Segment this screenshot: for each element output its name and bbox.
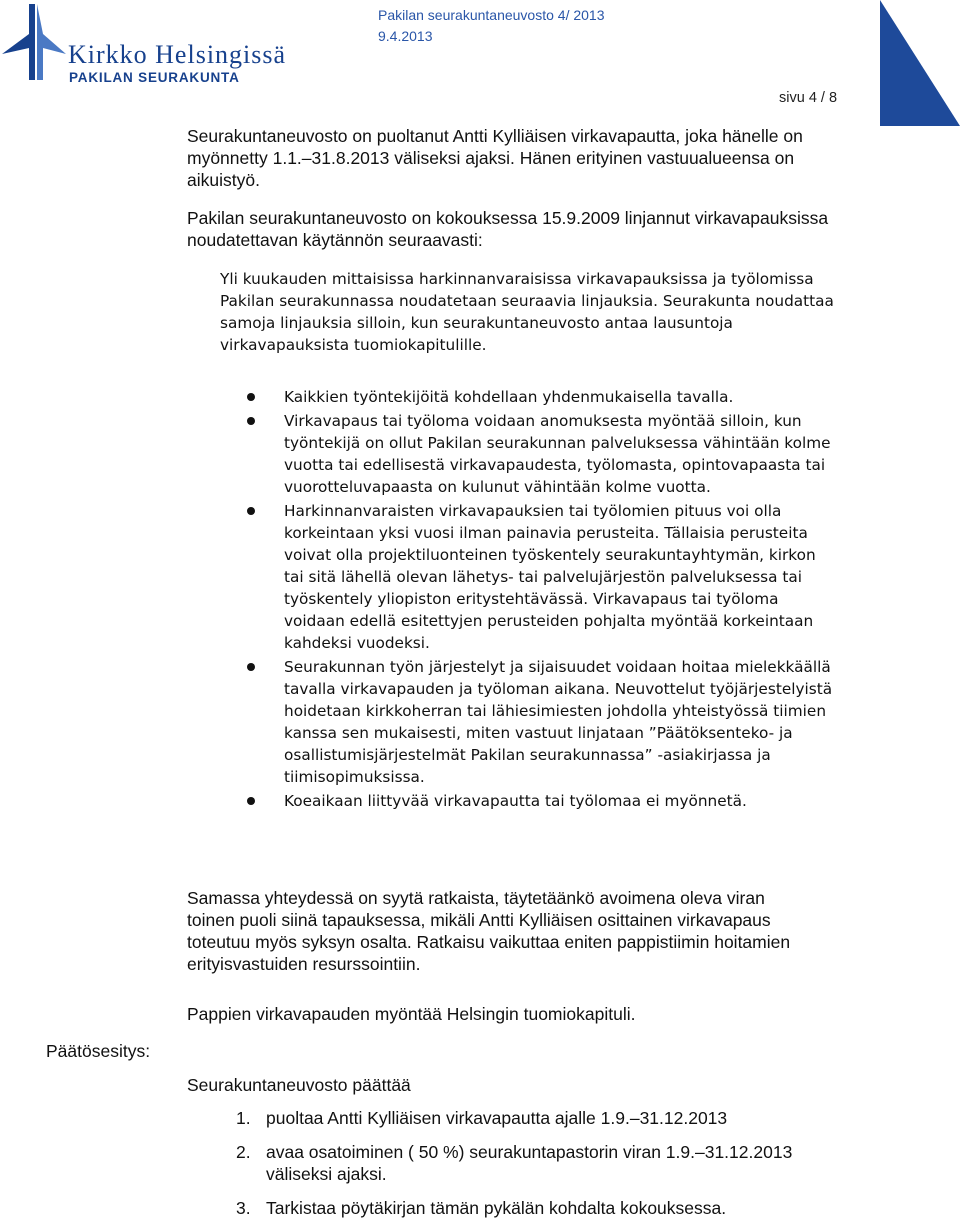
bullet-icon [247, 417, 255, 425]
list-item: Kaikkien työntekijöitä kohdellaan yhdenmukaisella tavalla. [240, 386, 840, 408]
list-item: Koeaikaan liittyvää virkavapautta tai työlomaa ei myönnetä. [240, 790, 840, 812]
bullet-icon [247, 663, 255, 671]
list-item: Harkinnanvaraisten virkavapauksien tai työlomien pituus voi olla korkeintaan yksi vuosi ilman painavia perusteita. Tällaisia perusteita voivat olla projektiluonteinen työskentely seurakuntayhtymän, kirkon tai sitä lähellä olevan lähetys- tai palvelujärjestön palveluksessa tai työskentely yliopiston eritystehtävässä. Virkavapaus tai työloma voidaan edellä esitettyjen perusteiden pohjalta myöntää korkeintaan kahdeksi vuodeksi. [240, 500, 840, 654]
meeting-date: 9.4.2013 [378, 28, 433, 44]
decision-list [236, 1107, 836, 1231]
list-item: Virkavapaus tai työloma voidaan anomuksesta myöntää silloin, kun työntekijä on ollut Pakilan seurakunnan palveluksessa vähintään kolme vuotta tai edellisestä virkavapaudesta, työlomasta, opintovapaasta tai vuorotteluvapaasta on kulunut vähintään kolme vuotta. [240, 410, 840, 498]
paragraph-chapter-grant: Pappien virkavapauden myöntää Helsingin tuomiokapituli. [187, 1004, 636, 1024]
corner-triangle-icon [876, 0, 960, 126]
church-logo [2, 4, 292, 84]
policy-quote: Yli kuukauden mittaisissa harkinnanvaraisissa virkavapauksissa ja työlomissa Pakilan seurakunnassa noudatetaan seuraavia linjauksia. Seurakunta noudattaa samoja linjauksia silloin, kun seurakuntaneuvosto antaa lausuntoja virkavapauksista tuomiokapitulille. [220, 270, 834, 354]
list-item: 3. Tarkistaa pöytäkirjan tämän pykälän kohdalta kokouksessa. [236, 1198, 727, 1218]
org-name: Kirkko Helsingissä [68, 40, 287, 69]
paragraph-leave-support: Seurakuntaneuvosto on puoltanut Antti Kylliäisen virkavapautta, joka hänelle on myönnetty 1.1.–31.8.2013 väliseksi ajaksi. Hänen erityinen vastuualueensa on aikuistyö. [187, 126, 803, 190]
cross-icon [2, 4, 68, 86]
page-number: sivu 4 / 8 [779, 90, 838, 106]
bullet-icon [247, 507, 255, 515]
bullet-icon [247, 797, 255, 805]
org-unit: PAKILAN SEURAKUNTA [69, 70, 240, 85]
paragraph-policy-intro: Pakilan seurakuntaneuvosto on kokouksessa 15.9.2009 linjannut virkavapauksissa noudatettavan käytännön seuraavasti: [187, 208, 829, 250]
paragraph-vacancy: Samassa yhteydessä on syytä ratkaista, täytetäänkö avoimena oleva viran toinen puoli siinä tapauksessa, mikäli Antti Kylliäisen osittainen virkavapaus toteutuu myös syksyn osalta. Ratkaisu vaikuttaa eniten pappistiimin hoitamien erityisvastuiden resurssointiin. [187, 888, 791, 974]
policy-bullet-list [240, 386, 840, 814]
list-item: 2. avaa osatoiminen ( 50 %) seurakuntapastorin viran 1.9.–31.12.2013 väliseksi ajaksi. [236, 1142, 793, 1184]
proposal-label: Päätösesitys: [46, 1041, 151, 1061]
proposal-intro: Seurakuntaneuvosto päättää [187, 1075, 411, 1095]
list-item: 1. puoltaa Antti Kylliäisen virkavapautta ajalle 1.9.–31.12.2013 [236, 1108, 728, 1128]
list-item: Seurakunnan työn järjestelyt ja sijaisuudet voidaan hoitaa mielekkäällä tavalla virkavapauden ja työloman aikana. Neuvottelut työjärjestelyistä hoidetaan kirkkoherran tai lähiesimiesten johdolla yhteistyössä tiimien kanssa sen mukaisesti, miten vastuut linjataan ”Päätöksenteko- ja osallistumisjärjestelmät Pakilan seurakunnassa” -asiakirjassa ja tiimisopimuksissa. [240, 656, 840, 788]
bullet-icon [247, 393, 255, 401]
meeting-title: Pakilan seurakuntaneuvosto 4/ 2013 [378, 7, 605, 23]
